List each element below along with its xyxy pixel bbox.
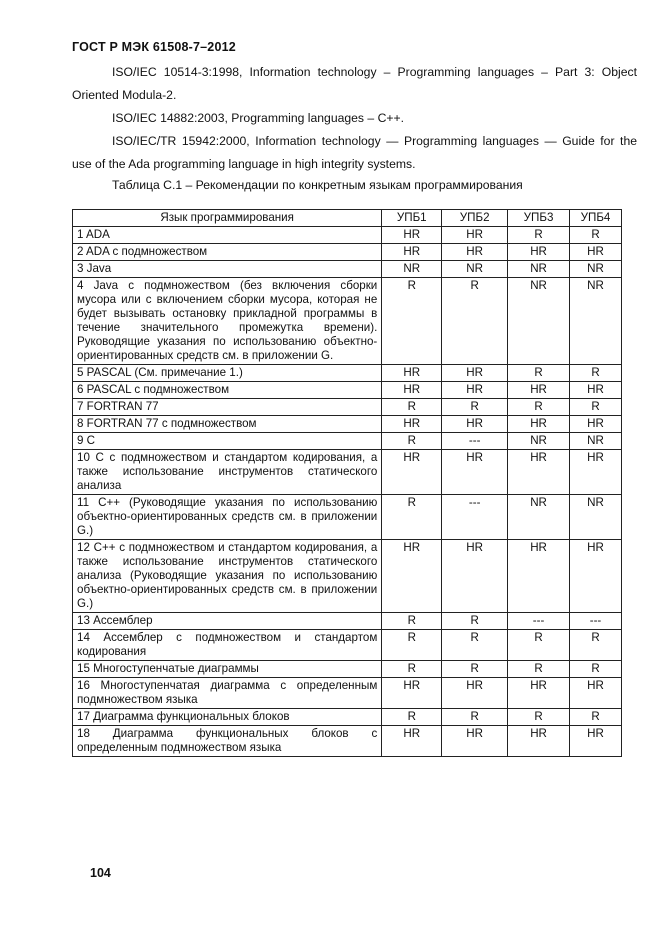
rating-cell: R xyxy=(508,365,570,382)
rating-cell: HR xyxy=(508,678,570,709)
rating-cell: NR xyxy=(508,433,570,450)
language-cell: 2 ADA с подмножеством xyxy=(73,244,382,261)
rating-cell: NR xyxy=(508,495,570,540)
rating-cell: R xyxy=(382,433,442,450)
rating-cell: --- xyxy=(570,613,622,630)
table-row xyxy=(73,278,622,365)
reference-iso-10514: ISO/IEC 10514-3:1998, Information technology – Programming languages – Part 3: Object Oriented Modula-2. xyxy=(72,65,637,102)
table-row xyxy=(73,261,622,278)
table-row xyxy=(73,613,622,630)
rating-cell: HR xyxy=(508,244,570,261)
rating-cell: HR xyxy=(382,382,442,399)
table-row xyxy=(73,244,622,261)
rating-cell: HR xyxy=(442,540,508,613)
rating-cell: R xyxy=(382,495,442,540)
rating-cell: R xyxy=(570,661,622,678)
rating-cell: HR xyxy=(442,726,508,757)
table-row xyxy=(73,450,622,495)
rating-cell: NR xyxy=(570,278,622,365)
table-row xyxy=(73,382,622,399)
rating-cell: HR xyxy=(508,416,570,433)
rating-cell: R xyxy=(508,399,570,416)
rating-cell: R xyxy=(382,399,442,416)
rating-cell: R xyxy=(570,227,622,244)
rating-cell: HR xyxy=(442,382,508,399)
language-cell: 9 C xyxy=(73,433,382,450)
rating-cell: HR xyxy=(382,726,442,757)
rating-cell: HR xyxy=(570,416,622,433)
language-cell: 15 Многоступенчатые диаграммы xyxy=(73,661,382,678)
language-cell: 13 Ассемблер xyxy=(73,613,382,630)
rating-cell: R xyxy=(570,709,622,726)
reference-iso-14882: ISO/IEC 14882:2003, Programming languages – C++. xyxy=(112,111,405,125)
table-row xyxy=(73,709,622,726)
rating-cell: R xyxy=(442,399,508,416)
header-language: Язык программирования xyxy=(73,210,382,227)
rating-cell: R xyxy=(382,278,442,365)
rating-cell: R xyxy=(570,630,622,661)
rating-cell: R xyxy=(382,709,442,726)
rating-cell: NR xyxy=(508,278,570,365)
table-row xyxy=(73,433,622,450)
header-sil2: УПБ2 xyxy=(442,210,508,227)
table-header-row xyxy=(73,210,622,227)
table-row xyxy=(73,540,622,613)
rating-cell: HR xyxy=(508,540,570,613)
rating-cell: HR xyxy=(442,227,508,244)
language-cell: 14 Ассемблер с подмножеством и стандартом кодирования xyxy=(73,630,382,661)
rating-cell: R xyxy=(442,630,508,661)
rating-cell: HR xyxy=(508,726,570,757)
rating-cell: NR xyxy=(570,495,622,540)
rating-cell: NR xyxy=(442,261,508,278)
table-row xyxy=(73,726,622,757)
table-row xyxy=(73,678,622,709)
rating-cell: HR xyxy=(570,450,622,495)
table-row xyxy=(73,399,622,416)
language-cell: 1 ADA xyxy=(73,227,382,244)
rating-cell: NR xyxy=(382,261,442,278)
rating-cell: --- xyxy=(508,613,570,630)
rating-cell: HR xyxy=(570,726,622,757)
rating-cell: R xyxy=(382,630,442,661)
rating-cell: NR xyxy=(570,261,622,278)
rating-cell: HR xyxy=(382,227,442,244)
rating-cell: HR xyxy=(508,450,570,495)
rating-cell: HR xyxy=(382,365,442,382)
rating-cell: R xyxy=(508,709,570,726)
header-sil1: УПБ1 xyxy=(382,210,442,227)
language-cell: 6 PASCAL с подмножеством xyxy=(73,382,382,399)
language-cell: 11 С++ (Руководящие указания по использованию объектно-ориентированных средств см. в приложении G.) xyxy=(73,495,382,540)
rating-cell: HR xyxy=(382,450,442,495)
header-sil4: УПБ4 xyxy=(570,210,622,227)
page-number: 104 xyxy=(90,866,111,880)
rating-cell: HR xyxy=(382,244,442,261)
rating-cell: HR xyxy=(570,244,622,261)
table-row xyxy=(73,661,622,678)
rating-cell: R xyxy=(570,399,622,416)
rating-cell: HR xyxy=(570,540,622,613)
rating-cell: R xyxy=(442,661,508,678)
header-sil3: УПБ3 xyxy=(508,210,570,227)
rating-cell: HR xyxy=(570,382,622,399)
rating-cell: --- xyxy=(442,433,508,450)
table-body xyxy=(73,227,622,757)
document-header: ГОСТ Р МЭК 61508-7–2012 xyxy=(72,40,236,54)
reference-iso-15942: ISO/IEC/TR 15942:2000, Information technology — Programming languages — Guide for the use of the Ada programming language in high integrity systems. xyxy=(72,134,637,171)
language-cell: 4 Java с подмножеством (без включения сборки мусора или с включением сборки мусора, которая не будет вызывать остановку прикладной программы в течение значительного промежутка времени). Руководящие указания по использованию объектно-ориентированных средств см. в приложении G. xyxy=(73,278,382,365)
table-caption: Таблица С.1 – Рекомендации по конкретным языкам программирования xyxy=(112,178,523,192)
rating-cell: R xyxy=(508,227,570,244)
rating-cell: R xyxy=(442,709,508,726)
rating-cell: R xyxy=(508,661,570,678)
language-cell: 5 PASCAL (См. примечание 1.) xyxy=(73,365,382,382)
rating-cell: R xyxy=(508,630,570,661)
rating-cell: R xyxy=(442,278,508,365)
rating-cell: R xyxy=(382,661,442,678)
language-cell: 3 Java xyxy=(73,261,382,278)
rating-cell: HR xyxy=(382,678,442,709)
rating-cell: NR xyxy=(508,261,570,278)
language-cell: 16 Многоступенчатая диаграмма с определенным подмножеством языка xyxy=(73,678,382,709)
rating-cell: R xyxy=(442,613,508,630)
rating-cell: HR xyxy=(442,244,508,261)
rating-cell: NR xyxy=(570,433,622,450)
rating-cell: HR xyxy=(442,365,508,382)
language-cell: 10 С с подмножеством и стандартом кодирования, а также использование инструментов статического анализа xyxy=(73,450,382,495)
rating-cell: HR xyxy=(508,382,570,399)
rating-cell: HR xyxy=(382,540,442,613)
language-cell: 8 FORTRAN 77 с подмножеством xyxy=(73,416,382,433)
language-cell: 18 Диаграмма функциональных блоков с определенным подмножеством языка xyxy=(73,726,382,757)
table-row xyxy=(73,416,622,433)
table-row xyxy=(73,495,622,540)
rating-cell: R xyxy=(382,613,442,630)
rating-cell: HR xyxy=(442,678,508,709)
rating-cell: HR xyxy=(382,416,442,433)
table-row xyxy=(73,630,622,661)
language-cell: 17 Диаграмма функциональных блоков xyxy=(73,709,382,726)
rating-cell: R xyxy=(570,365,622,382)
rating-cell: HR xyxy=(442,416,508,433)
language-cell: 12 С++ с подмножеством и стандартом кодирования, а также использование инструментов статического анализа (Руководящие указания по использованию объектно-ориентированных средств см. в приложении G.) xyxy=(73,540,382,613)
rating-cell: HR xyxy=(570,678,622,709)
rating-cell: --- xyxy=(442,495,508,540)
table-row xyxy=(73,227,622,244)
language-recommendations-table xyxy=(72,209,622,757)
rating-cell: HR xyxy=(442,450,508,495)
language-cell: 7 FORTRAN 77 xyxy=(73,399,382,416)
table-row xyxy=(73,365,622,382)
